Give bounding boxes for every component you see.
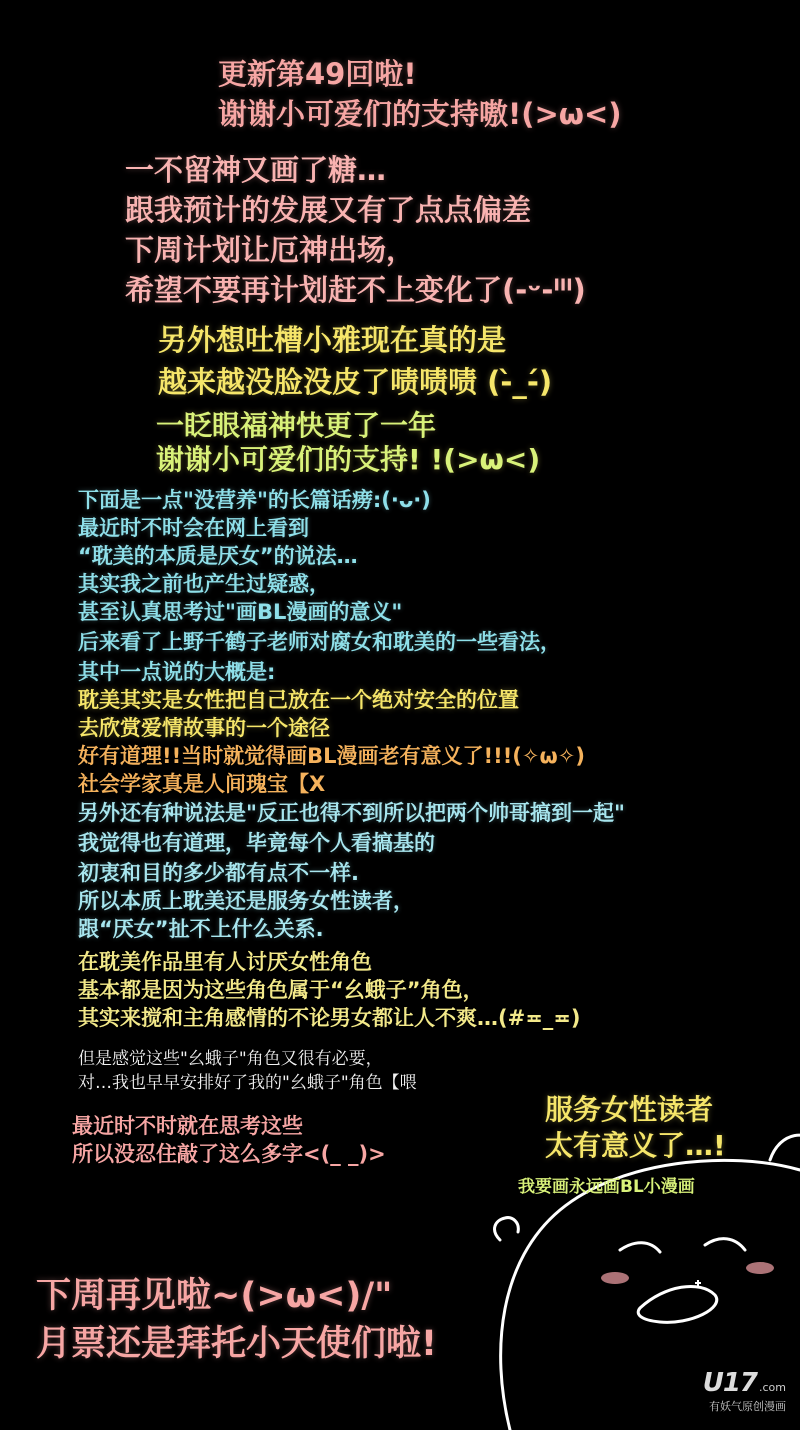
- yellow2-line-1: 耽美其实是女性把自己放在一个绝对安全的位置: [78, 688, 519, 712]
- cyan-line-3: “耽美的本质是厌女”的说法…: [78, 544, 358, 568]
- watermark-logo-text: U17: [702, 1368, 757, 1398]
- orange-line-2: 社会学家真是人间瑰宝【X: [78, 772, 326, 796]
- side-note-line-2: 太有意义了…!: [545, 1129, 726, 1162]
- watermark-subtitle: 有妖气原创漫画: [709, 1400, 786, 1413]
- footer-line-2: 月票还是拜托小天使们啦!: [36, 1324, 437, 1364]
- side-note-caption: 我要画永远画BL小漫画: [518, 1177, 695, 1197]
- yellow-line-1: 另外想吐槽小雅现在真的是: [158, 323, 507, 357]
- u17-watermark-logo: [703, 1368, 786, 1414]
- orange-line-1: 好有道理!!当时就觉得画BL漫画老有意义了!!!(✧ω✧): [78, 744, 585, 768]
- lyellow-line-3: 其实来搅和主角感情的不论男女都让人不爽…(#≖_≖): [78, 1006, 581, 1030]
- cyan2-line-4: 所以本质上耽美还是服务女性读者，: [78, 889, 414, 913]
- lyellow-line-2: 基本都是因为这些角色属于“幺蛾子”角色，: [78, 978, 484, 1002]
- pink-line-2: 跟我预计的发展又有了点点偏差: [125, 193, 532, 227]
- yellow-line-2: 越来越没脸没皮了啧啧啧 (-̀_-́): [158, 365, 553, 399]
- cyan-line-5: 甚至认真思考过"画BL漫画的意义": [78, 600, 403, 624]
- pink-line-1: 一不留神又画了糖…: [125, 153, 387, 187]
- cyan2-line-3: 初衷和目的多少都有点不一样.: [78, 861, 359, 885]
- pinksmall-line-1: 最近时不时就在思考这些: [72, 1114, 303, 1138]
- small-line-2: 对…我也早早安排好了我的"幺蛾子"角色【喂: [78, 1073, 417, 1093]
- small-line-1: 但是感觉这些"幺蛾子"角色又很有必要，: [78, 1049, 383, 1069]
- header-line-2: 谢谢小可爱们的支持嗷!(>ω<): [218, 97, 622, 131]
- header-line-1: 更新第49回啦!: [218, 57, 417, 91]
- cyan-line-7: 其中一点说的大概是:: [78, 660, 276, 684]
- cyan-line-6: 后来看了上野千鹤子老师对腐女和耽美的一些看法，: [78, 630, 561, 654]
- cyan-line-1: 下面是一点"没营养"的长篇话痨:(·ᴗ·): [78, 488, 431, 512]
- green-line-1: 一眨眼福神快更了一年: [156, 409, 437, 442]
- lyellow-line-1: 在耽美作品里有人讨厌女性角色: [78, 950, 372, 974]
- green-line-2: 谢谢小可爱们的支持! !(>ω<): [156, 443, 541, 476]
- cyan2-line-5: 跟“厌女”扯不上什么关系.: [78, 917, 324, 941]
- footer-line-1: 下周再见啦~(>ω<)/": [36, 1276, 393, 1316]
- watermark-domain: .com: [759, 1381, 786, 1394]
- pinksmall-line-2: 所以没忍住敲了这么多字<(_ _)>: [72, 1142, 386, 1166]
- pink-line-4: 希望不要再计划赶不上变化了(-ᵕ-ˡˡˡ): [125, 273, 586, 307]
- yellow2-line-2: 去欣赏爱情故事的一个途径: [78, 716, 330, 740]
- cyan2-line-2: 我觉得也有道理，毕竟每个人看搞基的: [78, 831, 435, 855]
- cyan-line-2: 最近时不时会在网上看到: [78, 516, 309, 540]
- pink-line-3: 下周计划让厄神出场，: [125, 233, 416, 267]
- cyan2-line-1: 另外还有种说法是"反正也得不到所以把两个帅哥搞到一起": [78, 801, 625, 825]
- side-note-line-1: 服务女性读者: [545, 1093, 714, 1126]
- cyan-line-4: 其实我之前也产生过疑惑，: [78, 572, 330, 596]
